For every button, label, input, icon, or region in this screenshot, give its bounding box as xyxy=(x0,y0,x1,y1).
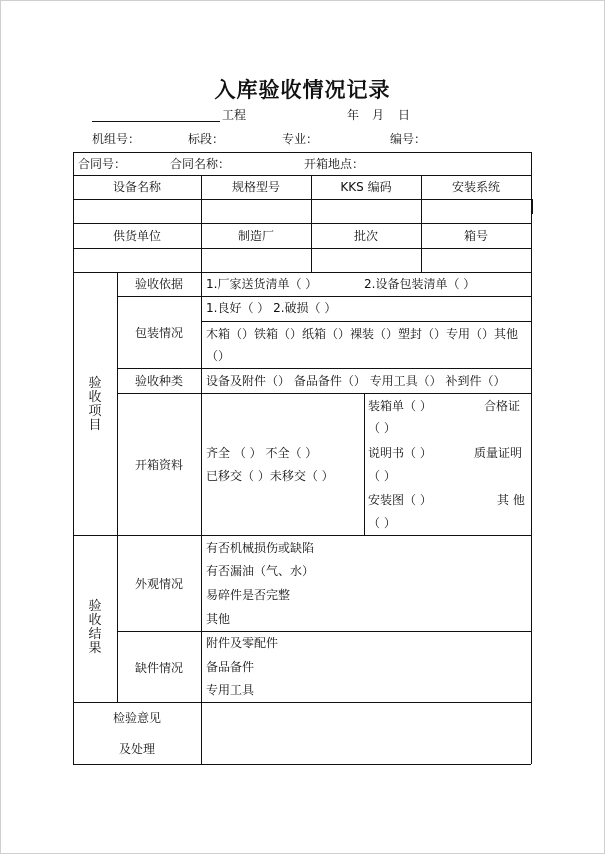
category-options: 设备及附件（） 备品备件（） 专用工具（） 补到件（） xyxy=(206,374,506,388)
packaging-types-cont: （） xyxy=(206,349,231,363)
row-line xyxy=(73,272,531,273)
row-line xyxy=(201,321,531,322)
table-border-top xyxy=(73,152,531,153)
contract-name-label: 合同名称： xyxy=(170,157,231,171)
supplier-header: 供货单位 xyxy=(112,229,161,243)
missing-parts-label: 缺件情况 xyxy=(134,661,183,675)
table-border-bottom xyxy=(73,764,531,765)
table-border-left xyxy=(73,152,74,764)
basis-option-2: 2.设备包装清单（ ） xyxy=(364,277,476,291)
manufacturer-header: 制造厂 xyxy=(237,229,274,243)
number-label: 编号： xyxy=(390,132,427,146)
install-drawing-item: 安装图（ ） xyxy=(368,493,432,507)
opinion-label-line2: 及处理 xyxy=(118,742,155,756)
month-label: 月 xyxy=(372,108,385,122)
documents-label: 开箱资料 xyxy=(134,458,183,472)
contract-no-label: 合同号： xyxy=(78,157,127,171)
row-line xyxy=(117,296,531,297)
missing-item: 专用工具 xyxy=(206,683,255,697)
appearance-item: 易碎件是否完整 xyxy=(206,588,291,602)
appearance-label: 外观情况 xyxy=(134,577,183,591)
packaging-types: 木箱（）铁箱（）纸箱（）裸装（）塑封（）专用（）其他 xyxy=(206,327,519,341)
unit-no-label: 机组号： xyxy=(92,132,141,146)
specialty-label: 专业： xyxy=(282,132,319,146)
opinion-label-line1: 检验意见 xyxy=(112,711,161,725)
col-line xyxy=(201,272,202,764)
row-line xyxy=(73,223,531,224)
inspection-results-group-label: 验收结果 xyxy=(88,599,102,656)
quality-cert-item: 质量证明 xyxy=(474,446,523,460)
kks-code-header: KKS 编码 xyxy=(340,180,392,194)
row-line xyxy=(73,535,531,536)
missing-item: 备品备件 xyxy=(206,660,255,674)
text-cursor xyxy=(531,199,533,214)
certificate-item: 合格证 xyxy=(484,399,521,413)
packaging-condition: 1.良好（ ） 2.破损（ ） xyxy=(206,301,337,315)
documents-completeness: 齐全 （ ） 不全（ ） xyxy=(206,446,318,460)
category-label: 验收种类 xyxy=(134,374,183,388)
row-line xyxy=(117,368,531,369)
project-name-underline xyxy=(92,121,220,122)
page-title: 入库验收情况记录 xyxy=(214,77,391,102)
row-line xyxy=(73,702,531,703)
basis-label: 验收依据 xyxy=(134,277,183,291)
other-docs-item: 其 他 xyxy=(497,493,525,507)
day-label: 日 xyxy=(398,108,411,122)
inspection-items-group-label: 验收项目 xyxy=(88,376,102,433)
project-label: 工程 xyxy=(222,108,247,122)
box-no-header: 箱号 xyxy=(463,229,488,243)
certificate-checkbox: （ ） xyxy=(368,421,396,435)
install-system-header: 安装系统 xyxy=(451,180,500,194)
opening-place-label: 开箱地点： xyxy=(304,157,365,171)
col-line xyxy=(364,393,365,535)
year-label: 年 xyxy=(347,108,360,122)
row-line xyxy=(117,631,531,632)
documents-handover: 已移交（ ）未移交（ ） xyxy=(206,469,334,483)
section-label: 标段： xyxy=(188,132,225,146)
appearance-item: 其他 xyxy=(206,612,231,626)
spec-model-header: 规格型号 xyxy=(231,180,280,194)
missing-item: 附件及零配件 xyxy=(206,636,279,650)
equipment-name-header: 设备名称 xyxy=(112,180,161,194)
quality-cert-checkbox: （ ） xyxy=(368,469,396,483)
basis-option-1: 1.厂家送货清单（ ） xyxy=(206,277,318,291)
appearance-item: 有否漏油（气、水） xyxy=(206,564,315,578)
packaging-label: 包装情况 xyxy=(134,326,183,340)
packing-list-item: 装箱单（ ） xyxy=(368,399,432,413)
row-line xyxy=(117,393,531,394)
table-border-right xyxy=(531,152,532,764)
batch-header: 批次 xyxy=(353,229,378,243)
row-line xyxy=(73,175,531,176)
manual-item: 说明书（ ） xyxy=(368,446,432,460)
row-line xyxy=(73,199,531,200)
appearance-item: 有否机械损伤或缺陷 xyxy=(206,541,315,555)
row-line xyxy=(73,248,531,249)
other-docs-checkbox: （ ） xyxy=(368,516,396,530)
